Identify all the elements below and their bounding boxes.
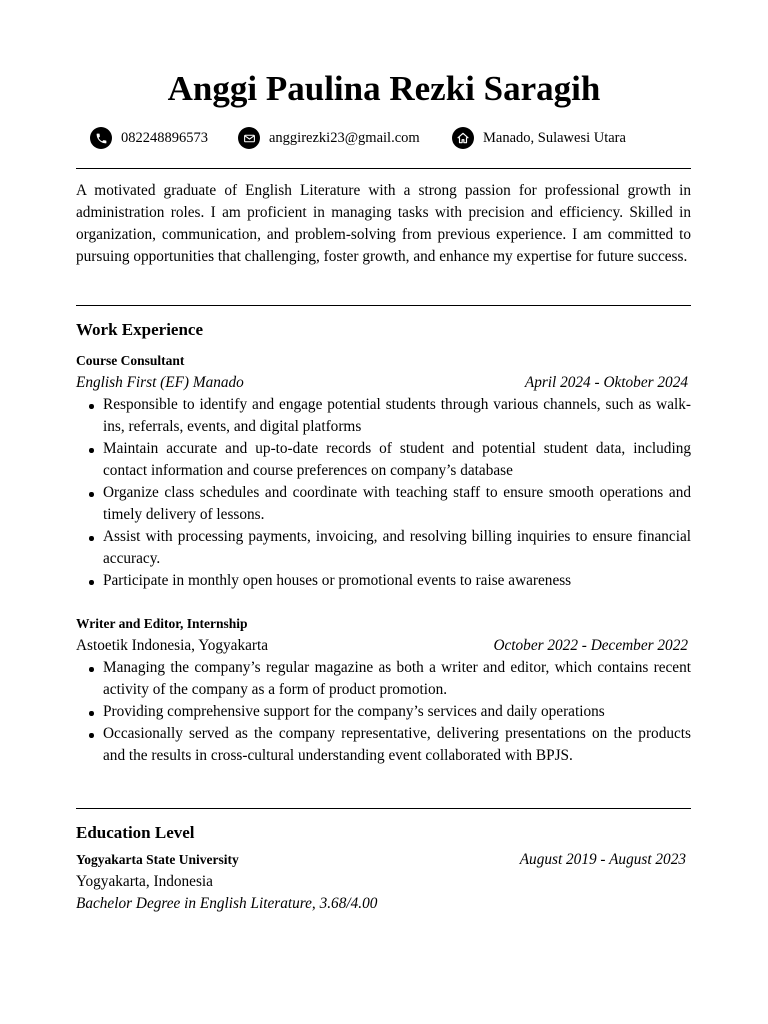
job-bullet: Responsible to identify and engage potential students through various channels, such as walk-ins, referrals, events, and digital platforms [76, 394, 691, 438]
divider [76, 168, 691, 169]
education-entry [76, 849, 691, 915]
job-entry [76, 350, 691, 592]
email-address[interactable]: anggirezki23@gmail.com [269, 129, 420, 146]
divider [76, 808, 691, 809]
job-bullet: Maintain accurate and up-to-date records of student and potential student data, including contact information and course preferences on company’s database [76, 438, 691, 482]
job-entry [76, 613, 691, 767]
education-school-line [76, 849, 691, 871]
school-location: Yogyakarta, Indonesia [76, 873, 213, 890]
degree: Bachelor Degree in English Literature, 3.68/4.00 [76, 895, 378, 912]
job-role: Course Consultant [76, 353, 185, 368]
location-text: Manado, Sulawesi Utara [483, 129, 626, 146]
job-bullet: Managing the company’s regular magazine as both a writer and editor, which contains recent activity of the company as a form of product promotion. [76, 657, 691, 701]
job-dates: October 2022 - December 2022 [493, 637, 688, 654]
job-bullet: Providing comprehensive support for the company’s services and daily operations [76, 701, 691, 723]
home-icon [452, 127, 474, 149]
job-bullet: Participate in monthly open houses or promotional events to raise awareness [76, 570, 691, 592]
job-bullet-list [76, 657, 691, 767]
professional-summary: A motivated graduate of English Literature with a strong passion for professional growth in administration roles. I am proficient in managing tasks with precision and efficiency. Skilled in organization, communication, and problem-solving from previous experience. I am committed to pursuing opportunities that challenging, foster growth, and enhance my expertise for future success. [76, 182, 691, 265]
email-icon [238, 127, 260, 149]
work-experience-heading: Work Experience [76, 320, 204, 339]
job-role: Writer and Editor, Internship [76, 616, 248, 631]
job-bullet: Occasionally served as the company representative, delivering presentations on the products and the results in cross-cultural understanding event collaborated with BPJS. [76, 723, 691, 767]
job-bullet-list [76, 394, 691, 592]
job-dates: April 2024 - Oktober 2024 [524, 374, 688, 391]
job-company-line [76, 372, 691, 394]
divider [76, 305, 691, 306]
job-company: Astoetik Indonesia, Yogyakarta [76, 637, 269, 654]
school-name: Yogyakarta State University [76, 852, 239, 867]
job-company: English First (EF) Manado [76, 374, 244, 391]
job-bullet: Assist with processing payments, invoicing, and resolving billing inquiries to ensure financial accuracy. [76, 526, 691, 570]
phone-icon [90, 127, 112, 149]
contact-email [238, 127, 452, 149]
education-dates: August 2019 - August 2023 [519, 851, 686, 868]
education-heading: Education Level [76, 823, 195, 842]
candidate-name: Anggi Paulina Rezki Saragih [167, 69, 601, 108]
job-company-line [76, 635, 691, 657]
contact-location [452, 127, 626, 149]
job-bullet: Organize class schedules and coordinate with teaching staff to ensure smooth operations and timely delivery of lessons. [76, 482, 691, 526]
contact-phone [90, 127, 238, 149]
phone-number: 082248896573 [121, 129, 208, 146]
contact-bar [90, 126, 626, 150]
